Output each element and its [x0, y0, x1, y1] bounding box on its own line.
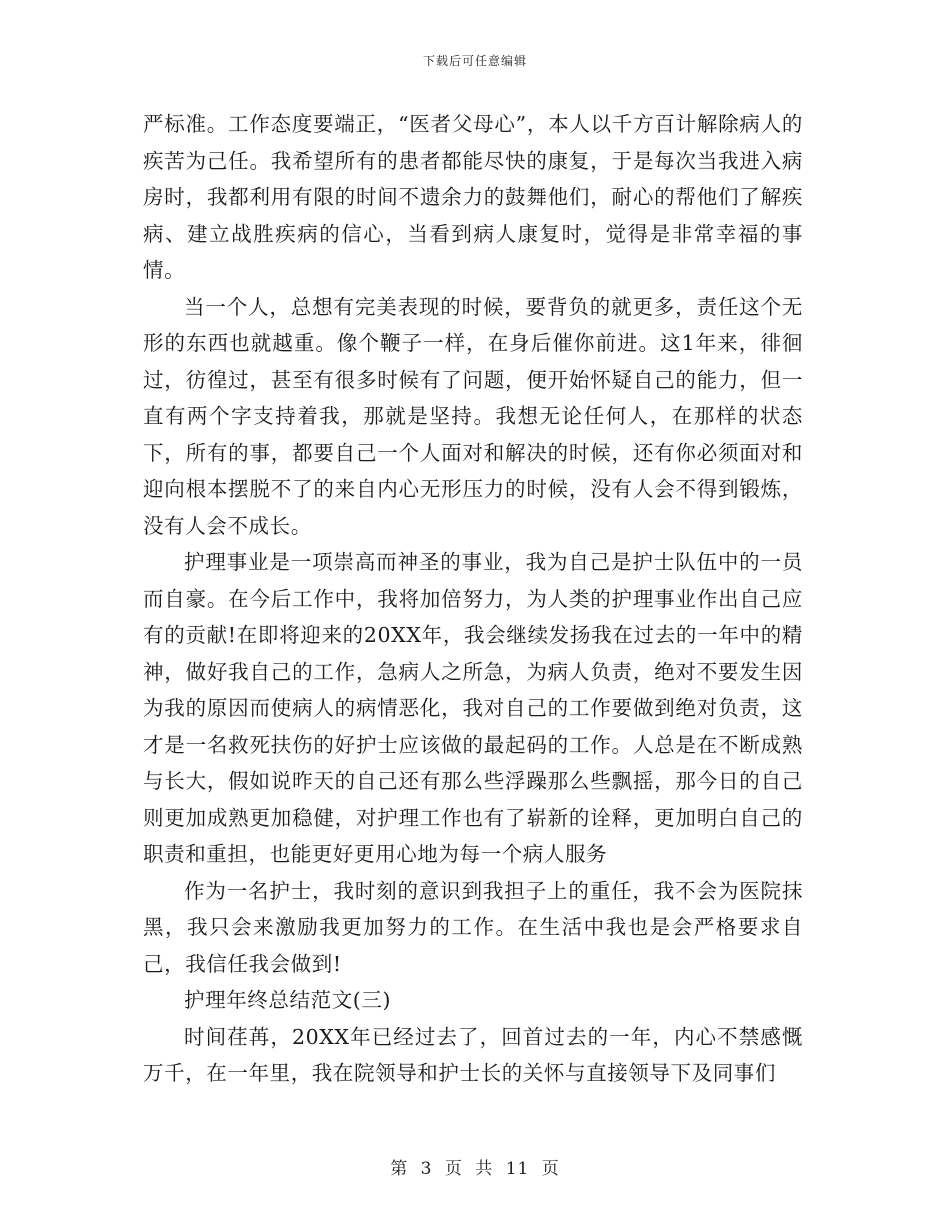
document-body [143, 106, 803, 1092]
paragraph-2: 当一个人，总想有完美表现的时候，要背负的就更多，责任这个无形的东西也就越重。像个鞭子一样，在身后催你前进。这1年来，徘徊过，彷徨过，甚至有很多时候有了问题，便开始怀疑自己的能力，但一直有两个字支持着我，那就是坚持。我想无论任何人，在那样的状态下，所有的事，都要自己一个人面对和解决的时候，还有你必须面对和迎向根本摆脱不了的来自内心无形压力的时候，没有人会不得到锻炼，没有人会不成长。 [143, 294, 803, 538]
paragraph-1: 严标准。工作态度要端正，“医者父母心”，本人以千方百计解除病人的疾苦为己任。我希望所有的患者都能尽快的康复，于是每次当我进入病房时，我都利用有限的时间不遗余力的鼓舞他们，耐心的帮他们了解疾病、建立战胜疾病的信心，当看到病人康复时，觉得是非常幸福的事情。 [143, 112, 803, 282]
paragraph-5: 时间荏苒，20XX年已经过去了，回首过去的一年，内心不禁感慨万千，在一年里，我在院领导和护士长的关怀与直接领导下及同事们 [143, 1024, 803, 1085]
page-footer: 第 3 页 共 11 页 [390, 1159, 560, 1179]
paragraph-4: 作为一名护士，我时刻的意识到我担子上的重任，我不会为医院抹黑，我只会来激励我更加努力的工作。在生活中我也是会严格要求自己，我信任我会做到! [143, 878, 803, 976]
page-header: 下载后可任意编辑 [422, 54, 527, 68]
paragraph-3: 护理事业是一项崇高而神圣的事业，我为自己是护士队伍中的一员而自豪。在今后工作中，我将加倍努力，为人类的护理事业作出自己应有的贡献!在即将迎来的20XX年，我会继续发扬我在过去的一年中的精神，做好我自己的工作，急病人之所急，为病人负责，绝对不要发生因为我的原因而使病人的病情恶化，我对自己的工作要做到绝对负责，这才是一名救死扶伤的好护士应该做的最起码的工作。人总是在不断成熟与长大，假如说昨天的自己还有那么些浮躁那么些飘摇，那今日的自己则更加成熟更加稳健，对护理工作也有了崭新的诠释，更加明白自己的职责和重担，也能更好更用心地为每一个病人服务 [143, 550, 803, 866]
section-heading: 护理年终总结范文(三) [184, 988, 392, 1012]
